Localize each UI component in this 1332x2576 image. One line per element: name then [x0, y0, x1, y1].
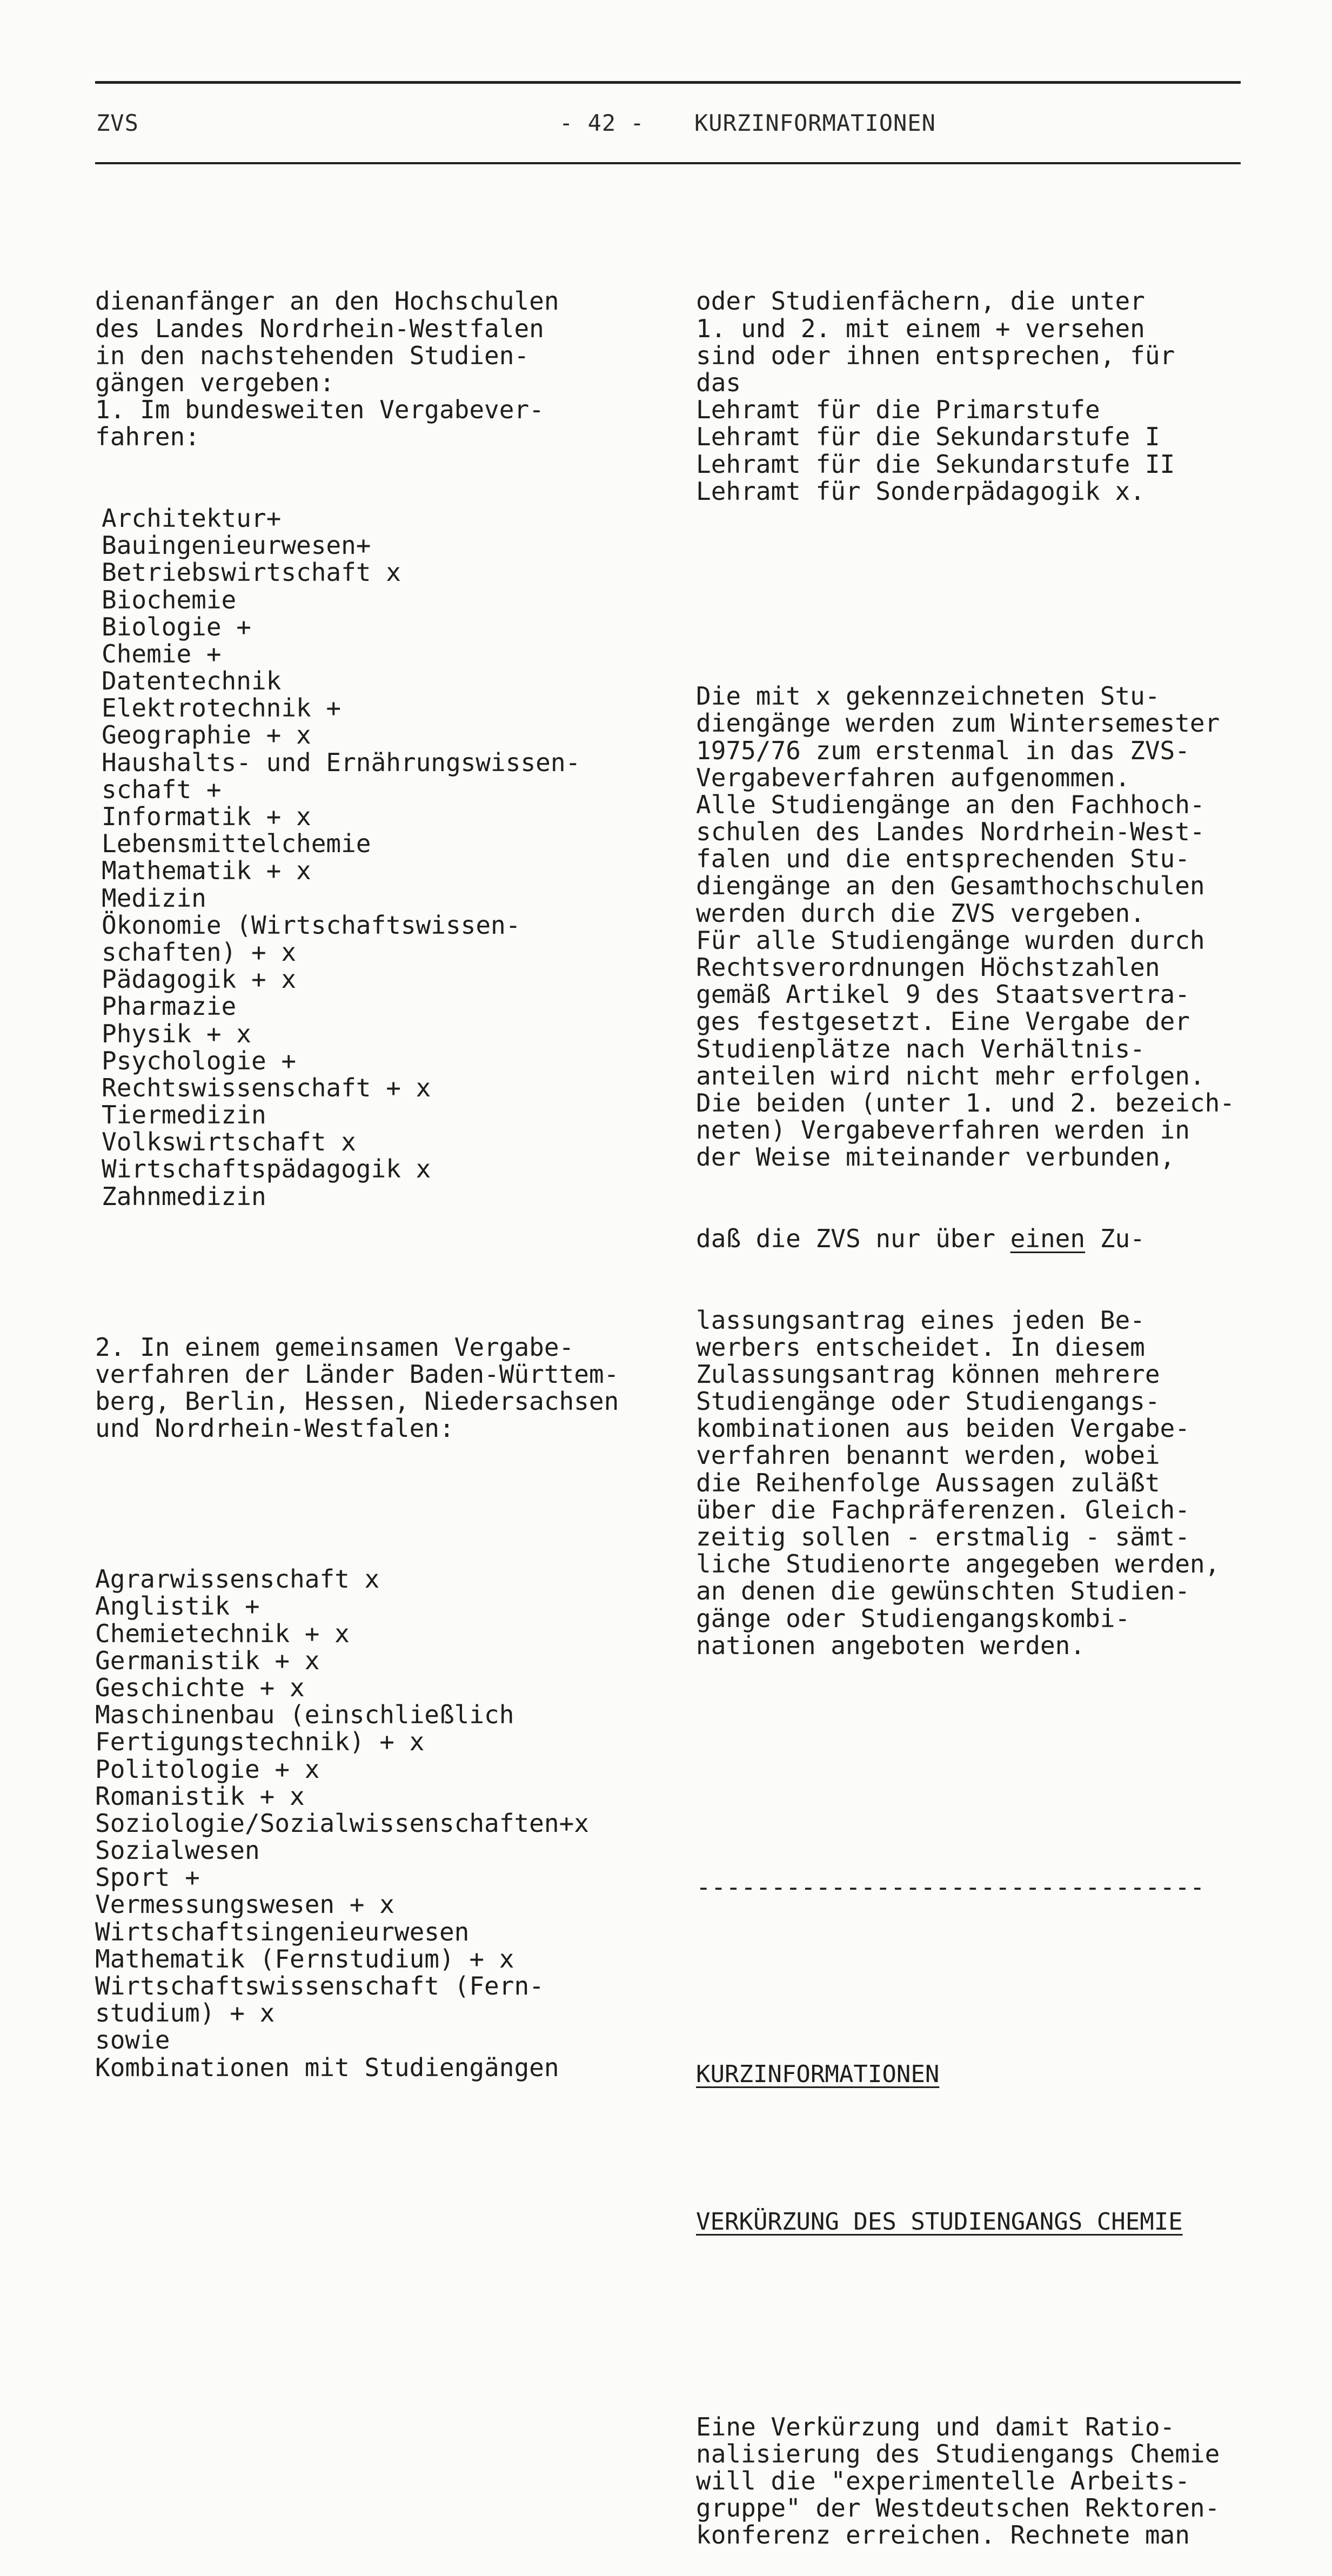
text-line: diengänge an den Gesamthochschulen	[696, 871, 1205, 901]
text-line: Biochemie	[102, 585, 237, 614]
text-line: Sport +	[95, 1863, 200, 1892]
page-number: - 42 -	[559, 110, 645, 136]
text-line: liche Studienorte angegeben werden,	[696, 1549, 1220, 1579]
text-line: sowie	[95, 2025, 170, 2055]
text-line: Für alle Studiengänge wurden durch	[696, 925, 1205, 955]
text-line: Rechtswissenschaft + x	[102, 1073, 431, 1102]
article-text	[696, 2413, 1290, 2549]
text-line: Tiermedizin	[102, 1100, 266, 1130]
underlined-word: einen	[1010, 1223, 1086, 1253]
text-line: Medizin	[102, 883, 206, 913]
header-section-label: KURZINFORMATIONEN	[694, 110, 936, 136]
text-line: Eine Verkürzung und damit Ratio-	[696, 2412, 1175, 2441]
section-title: KURZINFORMATIONEN	[696, 2060, 940, 2088]
text-line: Maschinenbau (einschließlich	[95, 1700, 514, 1730]
text-line: 1. Im bundesweiten Vergabever-	[95, 395, 544, 425]
text-line: Mathematik (Fernstudium) + x	[95, 1944, 514, 1973]
text-line: Architektur+	[102, 503, 282, 533]
text-line: Die beiden (unter 1. und 2. bezeich-	[696, 1088, 1235, 1118]
text-line: verfahren benannt werden, wobei	[696, 1441, 1160, 1470]
text-line: Zulassungsantrag können mehrere	[696, 1359, 1160, 1389]
text-line: das	[696, 367, 741, 397]
text-line: zeitig sollen - erstmalig - sämt-	[696, 1522, 1190, 1551]
joint-procedure-program-list	[95, 1565, 679, 2081]
text-line: 2. In einem gemeinsamen Vergabe-	[95, 1332, 574, 1362]
text-line: Elektrotechnik +	[102, 693, 342, 723]
text-line: schulen des Landes Nordrhein-West-	[696, 817, 1205, 847]
text-line: Vermessungswesen + x	[95, 1890, 394, 1919]
text-line: über die Fachpräferenzen. Gleich-	[696, 1495, 1190, 1524]
text-line: Romanistik + x	[95, 1781, 305, 1811]
text-line: neten) Vergabeverfahren werden in	[696, 1115, 1190, 1145]
header-top-rule	[95, 81, 1241, 84]
text-line: fahren:	[95, 422, 200, 452]
text-line: Biologie +	[102, 612, 251, 641]
text-after: Zu-	[1085, 1223, 1145, 1253]
text-line: Chemie +	[102, 639, 222, 668]
text-line: gruppe" der Westdeutschen Rektoren-	[696, 2493, 1220, 2523]
text-line: Geschichte + x	[95, 1672, 305, 1702]
text-line: Pharmazie	[102, 992, 237, 1021]
text-line: Lehramt für die Sekundarstufe II	[696, 449, 1175, 479]
text-line: Kombinationen mit Studiengängen	[95, 2052, 559, 2082]
text-line: Rechtsverordnungen Höchstzahlen	[696, 953, 1160, 982]
header-bottom-rule	[95, 162, 1241, 164]
text-line: schaft +	[102, 774, 222, 804]
text-line: Datentechnik	[102, 666, 282, 696]
header-left-label: ZVS	[96, 110, 139, 136]
text-line: Vergabeverfahren aufgenommen.	[696, 762, 1130, 792]
text-line: Zahnmedizin	[102, 1181, 266, 1211]
spacer	[696, 1768, 1290, 1819]
text-line: Chemietechnik + x	[95, 1618, 350, 1648]
text-line: der Weise miteinander verbunden,	[696, 1142, 1175, 1172]
teaching-programs-paragraph	[696, 287, 1290, 505]
text-line: gemäß Artikel 9 des Staatsvertra-	[696, 980, 1190, 1009]
text-line: Politologie + x	[95, 1754, 320, 1784]
allocation-paragraph	[696, 628, 1290, 1714]
text-line: Mathematik + x	[102, 856, 311, 886]
text-line: Soziologie/Sozialwissenschaften+x	[95, 1808, 589, 1838]
text-line: Agrarwissenschaft x	[95, 1564, 380, 1594]
text-line: 1975/76 zum erstenmal in das ZVS-	[696, 735, 1190, 765]
text-line: oder Studienfächern, die unter	[696, 286, 1145, 316]
text-line: Studienplätze nach Verhältnis-	[696, 1034, 1145, 1063]
text-line: Betriebswirtschaft x	[102, 558, 401, 587]
joint-procedure-paragraph	[95, 1334, 679, 1442]
text-line: falen und die entsprechenden Stu-	[696, 844, 1190, 874]
allocation-lines-rest	[696, 1307, 1290, 1659]
text-line: will die "experimentelle Arbeits-	[696, 2466, 1190, 2495]
text-line: Wirtschaftsingenieurwesen	[95, 1917, 470, 1946]
text-line: Lehramt für Sonderpädagogik x.	[696, 476, 1145, 506]
text-line: sind oder ihnen entsprechen, für	[696, 340, 1175, 370]
text-line: Wirtschaftswissenschaft (Fern-	[95, 1971, 544, 2000]
text-line: dienanfänger an den Hochschulen	[95, 286, 559, 316]
spacer	[95, 1496, 679, 1511]
spacer	[696, 2142, 1290, 2154]
text-line: anteilen wird nicht mehr erfolgen.	[696, 1061, 1205, 1090]
left-column	[95, 233, 679, 2108]
text-line: Sozialwesen	[95, 1836, 260, 1865]
text-line: gängen vergeben:	[95, 367, 335, 397]
text-line: Studiengänge oder Studiengangs-	[696, 1387, 1160, 1416]
text-line: kombinationen aus beiden Vergabe-	[696, 1414, 1190, 1443]
text-line: berg, Berlin, Hessen, Niedersachsen	[95, 1387, 619, 1416]
text-line: Volkswirtschaft x	[102, 1127, 356, 1157]
text-line: Alle Studiengänge an den Fachhoch-	[696, 789, 1205, 819]
text-line: Lehramt für die Primarstufe	[696, 395, 1100, 425]
text-line: schaften) + x	[102, 937, 297, 967]
intro-paragraph	[95, 287, 679, 450]
text-line: konferenz erreichen. Rechnete man	[696, 2520, 1190, 2550]
text-line: Pädagogik + x	[102, 965, 297, 994]
text-line: Psychologie +	[102, 1046, 297, 1075]
spacer	[696, 1955, 1290, 2007]
text-line: lassungsantrag eines jeden Be-	[696, 1305, 1145, 1335]
section-separator: ----------------------------------	[696, 1872, 1205, 1902]
text-line: werden durch die ZVS vergeben.	[696, 898, 1145, 928]
text-line: Ökonomie (Wirtschaftswissen-	[102, 910, 521, 940]
text-line: Lebensmittelchemie	[102, 829, 371, 859]
spacer	[696, 559, 1290, 574]
text-line: Lehramt für die Sekundarstufe I	[696, 422, 1160, 452]
text-line: Die mit x gekennzeichneten Stu-	[696, 681, 1160, 711]
text-line: Informatik + x	[102, 802, 311, 831]
text-line: in den nachstehenden Studien-	[95, 340, 530, 370]
article-title: VERKÜRZUNG DES STUDIENGANGS CHEMIE	[696, 2207, 1183, 2236]
text-line: diengänge werden zum Wintersemester	[696, 708, 1220, 738]
text-line: Germanistik + x	[95, 1645, 320, 1675]
text-line: Physik + x	[102, 1019, 251, 1048]
allocation-lines	[696, 683, 1290, 1170]
text-line: an denen die gewünschten Studien-	[696, 1576, 1190, 1606]
text-line: verfahren der Länder Baden-Württem-	[95, 1359, 619, 1389]
text-line: 1. und 2. mit einem + versehen	[696, 313, 1145, 343]
text-line: nationen angeboten werden.	[696, 1630, 1086, 1660]
text-line: werbers entscheidet. In diesem	[696, 1332, 1145, 1362]
text-line: und Nordrhein-Westfalen:	[95, 1414, 454, 1443]
text-line: gänge oder Studiengangskombi-	[696, 1603, 1130, 1633]
text-line: des Landes Nordrhein-Westfalen	[95, 313, 544, 343]
text-line: die Reihenfolge Aussagen zuläßt	[696, 1468, 1160, 1497]
allocation-underlined-line	[696, 1225, 1290, 1252]
text-line: ges festgesetzt. Eine Vergabe der	[696, 1007, 1190, 1036]
text-line: Anglistik +	[95, 1591, 260, 1621]
spacer	[696, 2290, 1290, 2359]
text-line: Wirtschaftspädagogik x	[102, 1154, 431, 1184]
text-before: daß die ZVS nur über	[696, 1223, 1010, 1253]
text-line: studium) + x	[95, 1998, 275, 2028]
text-line: Fertigungstechnik) + x	[95, 1727, 425, 1757]
text-line: nalisierung des Studiengangs Chemie	[696, 2439, 1220, 2468]
right-column	[696, 233, 1290, 2576]
text-line: Haushalts- und Ernährungswissen-	[102, 747, 581, 777]
spacer	[95, 1264, 679, 1279]
nationwide-program-list	[95, 505, 679, 1210]
text-line: Bauingenieurwesen+	[102, 531, 371, 560]
text-line: Geographie + x	[102, 720, 311, 750]
